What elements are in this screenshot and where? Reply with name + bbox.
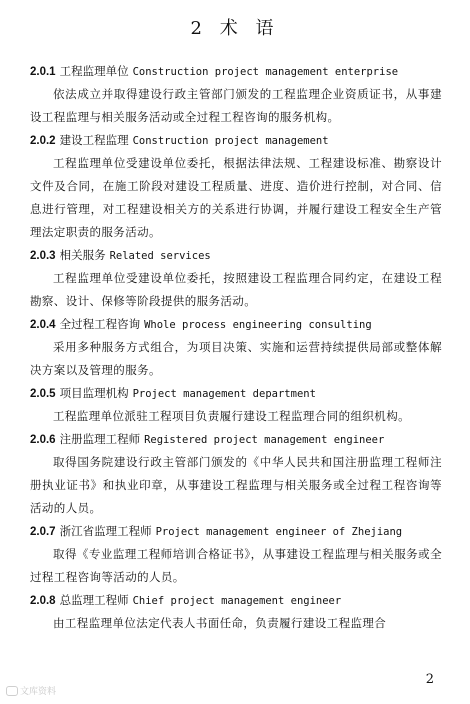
term-english: Whole process engineering consulting [144, 319, 372, 331]
term-name: 相关服务 [59, 248, 106, 262]
term-heading [30, 129, 442, 152]
term-number: 2.0.8 [30, 595, 56, 607]
term-definition: 采用多种服务方式组合，为项目决策、实施和运营持续提供局部或整体解决方案以及管理的服务。 [30, 340, 442, 377]
term-english: Project management engineer of Zhejiang [155, 526, 403, 538]
term-definition: 工程监理单位派驻工程项目负责履行建设工程监理合同的组织机构。 [53, 409, 410, 423]
term-heading [30, 382, 442, 405]
page-number: 2 [425, 672, 434, 687]
term-name: 全过程工程咨询 [59, 317, 141, 331]
watermark [6, 684, 56, 697]
term-english: Related services [109, 250, 211, 262]
term-heading [30, 244, 442, 267]
term-definition: 工程监理单位受建设单位委托，按照建设工程监理合同约定，在建设工程勘察、设计、保修等阶段提供的服务活动。 [30, 271, 442, 308]
term-name: 浙江省监理工程师 [59, 524, 152, 538]
term-entry [30, 428, 442, 520]
term-number: 2.0.1 [30, 66, 56, 78]
term-number: 2.0.2 [30, 135, 56, 147]
term-heading [30, 589, 442, 612]
term-name: 项目监理机构 [59, 386, 129, 400]
term-name: 工程监理单位 [59, 64, 129, 78]
term-entry [30, 589, 442, 635]
term-name: 建设工程监理 [59, 133, 129, 147]
terms-list [30, 60, 442, 635]
term-definition: 依法成立并取得建设行政主管部门颁发的工程监理企业资质证书，从事建设工程监理与相关服务活动或全过程工程咨询的服务机构。 [30, 87, 442, 124]
term-entry [30, 313, 442, 382]
term-number: 2.0.6 [30, 434, 56, 446]
term-number: 2.0.7 [30, 526, 56, 538]
term-name: 注册监理工程师 [59, 432, 141, 446]
term-entry [30, 520, 442, 589]
term-entry [30, 129, 442, 244]
term-definition: 取得国务院建设行政主管部门颁发的《中华人民共和国注册监理工程师注册执业证书》和执业印章，从事建设工程监理与相关服务或全过程工程咨询等活动的人员。 [30, 455, 442, 515]
term-english: Project management department [132, 388, 316, 400]
watermark-text: 文库资料 [20, 687, 57, 697]
term-heading [30, 313, 442, 336]
term-heading [30, 60, 442, 83]
term-english: Registered project management engineer [144, 434, 385, 446]
term-english: Construction project management enterprise [132, 66, 399, 78]
watermark-logo-icon [6, 686, 18, 696]
term-number: 2.0.4 [30, 319, 56, 331]
chapter-title: 2 术 语 [190, 18, 280, 39]
term-english: Construction project management [132, 135, 329, 147]
term-entry [30, 60, 442, 129]
term-english: Chief project management engineer [132, 595, 342, 607]
term-entry [30, 382, 442, 428]
term-definition: 由工程监理单位法定代表人书面任命，负责履行建设工程监理合 [53, 616, 387, 630]
term-heading [30, 428, 442, 451]
term-number: 2.0.3 [30, 250, 56, 262]
term-name: 总监理工程师 [59, 593, 129, 607]
term-definition: 取得《专业监理工程师培训合格证书》，从事建设工程监理与相关服务或全过程工程咨询等活动的人员。 [30, 547, 442, 584]
term-entry [30, 244, 442, 313]
term-heading [30, 520, 442, 543]
term-definition: 工程监理单位受建设单位委托，根据法律法规、工程建设标准、勘察设计文件及合同，在施工阶段对建设工程质量、进度、造价进行控制，对合同、信息进行管理，对工程建设相关方的关系进行协调，并履行建设工程安全生产管理法定职责的服务活动。 [30, 156, 442, 239]
term-number: 2.0.5 [30, 388, 56, 400]
